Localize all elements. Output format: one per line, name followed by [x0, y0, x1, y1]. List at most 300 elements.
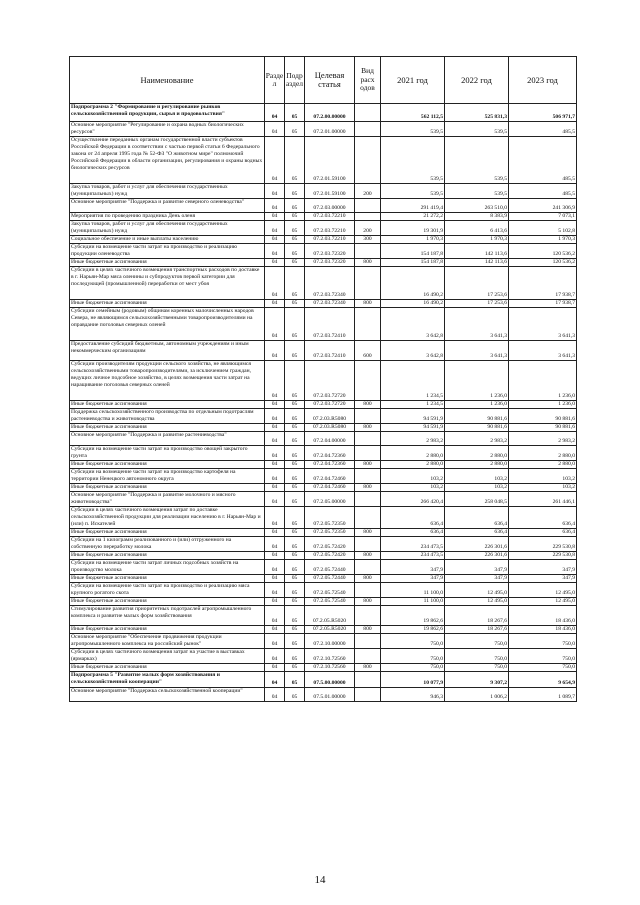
row-vid-cell — [355, 634, 381, 649]
row-article-cell: 07.2.03.72340 — [305, 267, 355, 300]
row-vid-cell — [355, 583, 381, 598]
table-row — [70, 361, 577, 401]
row-podrazdel-cell: 05 — [285, 469, 305, 484]
row-razdel-cell: 04 — [265, 244, 285, 259]
row-razdel-cell: 04 — [265, 341, 285, 361]
table-row — [70, 461, 577, 469]
row-2022-cell: 3 641,3 — [445, 341, 509, 361]
row-article-cell: 07.2.03.72410 — [305, 341, 355, 361]
row-podrazdel-cell: 05 — [285, 446, 305, 461]
header-2021: 2021 год — [381, 57, 445, 104]
row-podrazdel-cell: 05 — [285, 598, 305, 606]
row-vid-cell: 600 — [355, 341, 381, 361]
row-vid-cell — [355, 244, 381, 259]
row-article-cell: 07.5.01.00000 — [305, 688, 355, 702]
row-name-cell: Подпрограмма 2 "Формирование и регулирование рынков сельскохозяйственной продукции, сырья и продовольствия" — [70, 104, 265, 122]
row-podrazdel-cell: 05 — [285, 575, 305, 583]
row-2023-cell: 3 641,3 — [509, 308, 577, 341]
row-razdel-cell: 04 — [265, 492, 285, 507]
row-2023-cell: 103,2 — [509, 469, 577, 484]
table-row — [70, 492, 577, 507]
row-2021-cell: 750,0 — [381, 664, 445, 672]
row-2021-cell: 103,2 — [381, 469, 445, 484]
row-2022-cell: 750,0 — [445, 664, 509, 672]
row-podrazdel-cell: 05 — [285, 529, 305, 537]
row-podrazdel-cell: 05 — [285, 606, 305, 626]
row-razdel-cell: 04 — [265, 469, 285, 484]
row-2023-cell: 2 880,0 — [509, 446, 577, 461]
row-article-cell: 07.2.05.72350 — [305, 529, 355, 537]
row-vid-cell — [355, 446, 381, 461]
row-article-cell: 07.2.05.72540 — [305, 598, 355, 606]
row-2023-cell: 485,5 — [509, 137, 577, 184]
row-2023-cell: 636,4 — [509, 529, 577, 537]
table-row — [70, 300, 577, 308]
row-razdel-cell: 04 — [265, 199, 285, 213]
row-2023-cell: 120 536,2 — [509, 259, 577, 267]
row-article-cell: 07.2.03.72320 — [305, 259, 355, 267]
header-2023: 2023 год — [509, 57, 577, 104]
row-article-cell: 07.2.10.72560 — [305, 649, 355, 664]
row-razdel-cell: 04 — [265, 361, 285, 401]
table-row — [70, 236, 577, 244]
row-2022-cell: 142 113,6 — [445, 244, 509, 259]
row-podrazdel-cell: 05 — [285, 626, 305, 634]
row-name-cell: Основное мероприятие "Обеспечение продвижения продукции агропромышленного комплекса на российский рынок" — [70, 634, 265, 649]
row-vid-cell — [355, 672, 381, 688]
table-row — [70, 267, 577, 300]
table-row — [70, 432, 577, 446]
row-podrazdel-cell: 05 — [285, 484, 305, 492]
row-article-cell: 07.2.05.72440 — [305, 560, 355, 575]
row-2021-cell: 2 880,0 — [381, 446, 445, 461]
row-2021-cell: 16 490,2 — [381, 267, 445, 300]
row-name-cell: Иные бюджетные ассигнования — [70, 626, 265, 634]
row-article-cell: 07.2.01.00000 — [305, 122, 355, 137]
row-2021-cell: 2 880,0 — [381, 461, 445, 469]
row-2023-cell: 485,5 — [509, 122, 577, 137]
row-podrazdel-cell: 05 — [285, 244, 305, 259]
row-article-cell: 07.2.03.72320 — [305, 244, 355, 259]
row-2023-cell: 5 102,8 — [509, 221, 577, 236]
row-podrazdel-cell: 05 — [285, 649, 305, 664]
row-2022-cell: 103,2 — [445, 484, 509, 492]
row-razdel-cell: 04 — [265, 529, 285, 537]
row-2023-cell: 90 881,6 — [509, 424, 577, 432]
row-vid-cell — [355, 122, 381, 137]
header-vid: Вид расх одов — [355, 57, 381, 104]
row-podrazdel-cell: 05 — [285, 221, 305, 236]
row-podrazdel-cell: 05 — [285, 401, 305, 409]
table-row — [70, 598, 577, 606]
row-name-cell: Основное мероприятие "Поддержка сельскохозяйственной кооперации" — [70, 688, 265, 702]
row-name-cell: Иные бюджетные ассигнования — [70, 575, 265, 583]
row-razdel-cell: 04 — [265, 552, 285, 560]
row-name-cell: Осуществление переданных органам государственной власти субъектов Российской Федерации в соответствии с частью первой статьи 6 Федерального закона от 24 апреля 1995 года № 52-ФЗ "О животном мире" полномочий Российской Федерации в области организации, регулирования и охраны водных биологических ресурсов — [70, 137, 265, 184]
row-vid-cell: 800 — [355, 461, 381, 469]
row-2023-cell: 347,9 — [509, 560, 577, 575]
row-article-cell: 07.2.04.72360 — [305, 461, 355, 469]
row-2022-cell: 636,4 — [445, 507, 509, 529]
row-2022-cell: 6 413,6 — [445, 221, 509, 236]
row-2022-cell: 12 495,0 — [445, 598, 509, 606]
table-row — [70, 244, 577, 259]
row-2023-cell: 347,9 — [509, 575, 577, 583]
row-2021-cell: 11 100,0 — [381, 583, 445, 598]
row-razdel-cell: 04 — [265, 213, 285, 221]
row-podrazdel-cell: 05 — [285, 672, 305, 688]
table-row — [70, 634, 577, 649]
row-podrazdel-cell: 05 — [285, 688, 305, 702]
row-vid-cell — [355, 688, 381, 702]
row-2023-cell: 1 236,0 — [509, 361, 577, 401]
row-article-cell: 07.2.01.59100 — [305, 137, 355, 184]
row-name-cell: Поддержка сельскохозяйственного производства по отдельным подотраслям растениеводства и животноводства — [70, 409, 265, 424]
row-name-cell: Закупка товаров, работ и услуг для обеспечения государственных (муниципальных) нужд — [70, 221, 265, 236]
row-razdel-cell: 04 — [265, 122, 285, 137]
row-2023-cell: 1 970,3 — [509, 236, 577, 244]
table-row — [70, 606, 577, 626]
row-2022-cell: 1 236,0 — [445, 361, 509, 401]
row-2021-cell: 750,0 — [381, 649, 445, 664]
table-row — [70, 552, 577, 560]
row-2021-cell: 234 473,5 — [381, 537, 445, 552]
table-row — [70, 664, 577, 672]
row-2022-cell: 12 495,0 — [445, 583, 509, 598]
row-2021-cell: 19 301,9 — [381, 221, 445, 236]
row-2022-cell: 18 267,6 — [445, 606, 509, 626]
row-2023-cell: 17 938,7 — [509, 267, 577, 300]
row-vid-cell: 800 — [355, 424, 381, 432]
header-article: Целевая статья — [305, 57, 355, 104]
row-podrazdel-cell: 05 — [285, 236, 305, 244]
row-razdel-cell: 04 — [265, 664, 285, 672]
row-2022-cell: 258 048,5 — [445, 492, 509, 507]
row-name-cell: Субсидии в целях частичного возмещения затрат по доставке сельскохозяйственной продукции для реализации населению в г. Нарьян-Мар и (или) п. Искателей — [70, 507, 265, 529]
row-name-cell: Иные бюджетные ассигнования — [70, 529, 265, 537]
row-name-cell: Субсидии на возмещение части затрат личных подсобных хозяйств на производство молока — [70, 560, 265, 575]
row-2021-cell: 11 100,0 — [381, 598, 445, 606]
table-row — [70, 341, 577, 361]
budget-table — [69, 56, 577, 702]
row-podrazdel-cell: 05 — [285, 308, 305, 341]
row-razdel-cell: 04 — [265, 507, 285, 529]
table-row — [70, 137, 577, 184]
row-2021-cell: 94 591,9 — [381, 424, 445, 432]
row-name-cell: Закупка товаров, работ и услуг для обеспечения государственных (муниципальных) нужд — [70, 184, 265, 199]
row-razdel-cell: 04 — [265, 104, 285, 122]
row-2021-cell: 3 642,8 — [381, 308, 445, 341]
row-razdel-cell: 04 — [265, 583, 285, 598]
row-name-cell: Иные бюджетные ассигнования — [70, 552, 265, 560]
row-2021-cell: 539,5 — [381, 184, 445, 199]
table-row — [70, 122, 577, 137]
table-row — [70, 672, 577, 688]
row-article-cell: 07.2.03.72210 — [305, 221, 355, 236]
row-2021-cell: 10 077,9 — [381, 672, 445, 688]
row-article-cell: 07.2.04.72460 — [305, 469, 355, 484]
row-article-cell: 07.2.05.72440 — [305, 575, 355, 583]
row-podrazdel-cell: 05 — [285, 184, 305, 199]
row-article-cell: 07.2.03.72410 — [305, 308, 355, 341]
row-2023-cell: 485,5 — [509, 184, 577, 199]
row-podrazdel-cell: 05 — [285, 300, 305, 308]
row-podrazdel-cell: 05 — [285, 537, 305, 552]
row-2022-cell: 636,4 — [445, 529, 509, 537]
row-podrazdel-cell: 05 — [285, 560, 305, 575]
row-2021-cell: 750,0 — [381, 634, 445, 649]
row-name-cell: Иные бюджетные ассигнования — [70, 461, 265, 469]
row-name-cell: Субсидии на возмещение части затрат на производство овощей закрытого грунта — [70, 446, 265, 461]
row-vid-cell — [355, 432, 381, 446]
row-2022-cell: 17 253,6 — [445, 267, 509, 300]
row-2021-cell: 94 591,9 — [381, 409, 445, 424]
row-vid-cell — [355, 104, 381, 122]
row-name-cell: Стимулирование развития приоритетных подотраслей агропромышленного комплекса и развитие малых форм хозяйствования — [70, 606, 265, 626]
row-vid-cell — [355, 308, 381, 341]
row-2022-cell: 750,0 — [445, 634, 509, 649]
row-podrazdel-cell: 05 — [285, 664, 305, 672]
row-vid-cell — [355, 409, 381, 424]
row-2021-cell: 946,3 — [381, 688, 445, 702]
row-vid-cell: 800 — [355, 626, 381, 634]
row-2023-cell: 1 089,7 — [509, 688, 577, 702]
row-2021-cell: 21 272,2 — [381, 213, 445, 221]
row-razdel-cell: 04 — [265, 672, 285, 688]
row-2023-cell: 750,0 — [509, 649, 577, 664]
row-razdel-cell: 04 — [265, 606, 285, 626]
row-2022-cell: 1 970,3 — [445, 236, 509, 244]
row-2021-cell: 16 490,2 — [381, 300, 445, 308]
row-2022-cell: 18 267,6 — [445, 626, 509, 634]
row-2022-cell: 1 236,0 — [445, 401, 509, 409]
row-article-cell: 07.2.03.72210 — [305, 213, 355, 221]
row-2021-cell: 1 234,5 — [381, 361, 445, 401]
table-row — [70, 469, 577, 484]
row-article-cell: 07.2.05.00000 — [305, 492, 355, 507]
row-razdel-cell: 04 — [265, 267, 285, 300]
row-razdel-cell: 04 — [265, 560, 285, 575]
row-vid-cell: 800 — [355, 664, 381, 672]
row-2021-cell: 291 419,4 — [381, 199, 445, 213]
row-2022-cell: 347,9 — [445, 560, 509, 575]
row-2022-cell: 263 510,0 — [445, 199, 509, 213]
row-razdel-cell: 04 — [265, 634, 285, 649]
row-2021-cell: 266 420,4 — [381, 492, 445, 507]
table-row — [70, 104, 577, 122]
row-vid-cell — [355, 537, 381, 552]
row-article-cell: 07.2.03.00000 — [305, 199, 355, 213]
row-razdel-cell: 04 — [265, 236, 285, 244]
header-2022: 2022 год — [445, 57, 509, 104]
table-row — [70, 484, 577, 492]
header-podrazdel: Подр аздел — [285, 57, 305, 104]
row-razdel-cell: 04 — [265, 537, 285, 552]
row-podrazdel-cell: 05 — [285, 409, 305, 424]
table-row — [70, 507, 577, 529]
row-vid-cell: 800 — [355, 529, 381, 537]
row-article-cell: 07.2.03.R5080 — [305, 409, 355, 424]
table-row — [70, 213, 577, 221]
row-article-cell: 07.2.03.72340 — [305, 300, 355, 308]
row-article-cell: 07.2.05.R5020 — [305, 626, 355, 634]
row-razdel-cell: 04 — [265, 432, 285, 446]
row-2022-cell: 3 641,3 — [445, 308, 509, 341]
row-podrazdel-cell: 05 — [285, 259, 305, 267]
row-vid-cell — [355, 492, 381, 507]
row-article-cell: 07.2.04.72460 — [305, 484, 355, 492]
row-article-cell: 07.2.05.72540 — [305, 583, 355, 598]
row-razdel-cell: 04 — [265, 461, 285, 469]
table-header-row — [70, 57, 577, 104]
row-vid-cell: 800 — [355, 575, 381, 583]
table-body — [70, 104, 577, 702]
row-razdel-cell: 04 — [265, 308, 285, 341]
row-article-cell: 07.5.00.00000 — [305, 672, 355, 688]
row-2023-cell: 9 654,9 — [509, 672, 577, 688]
table-row — [70, 184, 577, 199]
row-vid-cell: 800 — [355, 401, 381, 409]
row-2021-cell: 347,9 — [381, 575, 445, 583]
row-2023-cell: 241 306,9 — [509, 199, 577, 213]
row-2021-cell: 154 187,8 — [381, 244, 445, 259]
page-number: 14 — [314, 874, 326, 886]
row-article-cell: 07.2.00.00000 — [305, 104, 355, 122]
row-name-cell: Иные бюджетные ассигнования — [70, 598, 265, 606]
row-name-cell: Иные бюджетные ассигнования — [70, 664, 265, 672]
table-row — [70, 401, 577, 409]
row-2023-cell: 2 880,0 — [509, 461, 577, 469]
row-name-cell: Основное мероприятие "Поддержка и развитие северного оленеводства" — [70, 199, 265, 213]
row-2023-cell: 12 495,0 — [509, 598, 577, 606]
row-podrazdel-cell: 05 — [285, 432, 305, 446]
table-row — [70, 529, 577, 537]
row-podrazdel-cell: 05 — [285, 492, 305, 507]
row-podrazdel-cell: 05 — [285, 122, 305, 137]
row-2021-cell: 1 234,5 — [381, 401, 445, 409]
table-row — [70, 446, 577, 461]
row-podrazdel-cell: 05 — [285, 137, 305, 184]
row-podrazdel-cell: 05 — [285, 361, 305, 401]
row-vid-cell: 200 — [355, 184, 381, 199]
row-2022-cell: 90 881,6 — [445, 424, 509, 432]
row-name-cell: Субсидии в целях частичного возмещения транспортных расходов по доставке в г. Нарьян-Мар мяса оленины и субпродуктов первой категории для последующей (промышленной) переработки от мест убоя — [70, 267, 265, 300]
row-article-cell: 07.2.05.R5020 — [305, 606, 355, 626]
row-podrazdel-cell: 05 — [285, 583, 305, 598]
row-vid-cell: 800 — [355, 300, 381, 308]
row-razdel-cell: 04 — [265, 221, 285, 236]
row-name-cell: Иные бюджетные ассигнования — [70, 259, 265, 267]
row-razdel-cell: 04 — [265, 484, 285, 492]
row-vid-cell — [355, 649, 381, 664]
row-article-cell: 07.2.03.72720 — [305, 361, 355, 401]
row-podrazdel-cell: 05 — [285, 267, 305, 300]
row-2023-cell: 18 436,0 — [509, 606, 577, 626]
row-razdel-cell: 04 — [265, 598, 285, 606]
table-row — [70, 409, 577, 424]
row-2023-cell: 90 881,6 — [509, 409, 577, 424]
row-name-cell: Иные бюджетные ассигнования — [70, 300, 265, 308]
row-name-cell: Иные бюджетные ассигнования — [70, 424, 265, 432]
row-podrazdel-cell: 05 — [285, 507, 305, 529]
row-article-cell: 07.2.03.R5080 — [305, 424, 355, 432]
row-name-cell: Основное мероприятие "Поддержка и развитие растениеводства" — [70, 432, 265, 446]
row-vid-cell — [355, 137, 381, 184]
row-vid-cell: 200 — [355, 221, 381, 236]
row-2023-cell: 18 436,0 — [509, 626, 577, 634]
table-row — [70, 688, 577, 702]
row-article-cell: 07.2.05.72420 — [305, 552, 355, 560]
row-article-cell: 07.2.03.72210 — [305, 236, 355, 244]
row-2023-cell: 12 495,0 — [509, 583, 577, 598]
row-2021-cell: 19 862,6 — [381, 626, 445, 634]
row-razdel-cell: 04 — [265, 649, 285, 664]
row-2023-cell: 103,2 — [509, 484, 577, 492]
row-article-cell: 07.2.10.72560 — [305, 664, 355, 672]
row-name-cell: Мероприятия по проведению праздника День оленя — [70, 213, 265, 221]
row-name-cell: Основное мероприятие "Поддержка и развитие молочного и мясного животноводства" — [70, 492, 265, 507]
row-name-cell: Субсидии производителям продукции сельского хозяйства, не являющимся сельскохозяйственными товаропроизводителями, за исключением граждан, ведущих личное подсобное хозяйство, в целях возмещения части затрат на наращивание поголовья северных оленей — [70, 361, 265, 401]
row-razdel-cell: 04 — [265, 300, 285, 308]
row-2021-cell: 2 983,2 — [381, 432, 445, 446]
row-2021-cell: 347,9 — [381, 560, 445, 575]
row-name-cell: Субсидии на 1 килограмм реализованного и (или) отгруженного на собственную переработку молока — [70, 537, 265, 552]
row-vid-cell: 800 — [355, 552, 381, 560]
row-2023-cell: 3 641,3 — [509, 341, 577, 361]
row-name-cell: Иные бюджетные ассигнования — [70, 401, 265, 409]
row-podrazdel-cell: 05 — [285, 213, 305, 221]
row-name-cell: Иные бюджетные ассигнования — [70, 484, 265, 492]
row-podrazdel-cell: 05 — [285, 341, 305, 361]
table-row — [70, 575, 577, 583]
row-2023-cell: 7 073,1 — [509, 213, 577, 221]
row-vid-cell: 800 — [355, 484, 381, 492]
row-vid-cell — [355, 560, 381, 575]
row-2022-cell: 539,5 — [445, 184, 509, 199]
row-2022-cell: 103,2 — [445, 469, 509, 484]
row-name-cell: Предоставление субсидий бюджетным, автономным учреждениям и иным некоммерческим организациям — [70, 341, 265, 361]
row-vid-cell: 800 — [355, 598, 381, 606]
row-2022-cell: 2 880,0 — [445, 446, 509, 461]
row-2022-cell: 1 006,2 — [445, 688, 509, 702]
row-2023-cell: 1 236,0 — [509, 401, 577, 409]
table-row — [70, 583, 577, 598]
row-2023-cell: 506 971,7 — [509, 104, 577, 122]
row-2022-cell: 226 301,6 — [445, 537, 509, 552]
row-2021-cell: 103,2 — [381, 484, 445, 492]
row-razdel-cell: 04 — [265, 424, 285, 432]
row-name-cell: Субсидии на возмещение части затрат на производство картофеля на территории Ненецкого автономного округа — [70, 469, 265, 484]
row-article-cell: 07.2.04.72360 — [305, 446, 355, 461]
row-2021-cell: 1 970,3 — [381, 236, 445, 244]
row-name-cell: Основное мероприятие "Регулирование и охрана водных биологических ресурсов" — [70, 122, 265, 137]
row-razdel-cell: 04 — [265, 259, 285, 267]
row-razdel-cell: 04 — [265, 409, 285, 424]
row-name-cell: Субсидии на возмещение части затрат на производство и реализацию мяса крупного рогатого скота — [70, 583, 265, 598]
row-vid-cell — [355, 267, 381, 300]
row-razdel-cell: 04 — [265, 401, 285, 409]
row-podrazdel-cell: 05 — [285, 552, 305, 560]
row-podrazdel-cell: 05 — [285, 104, 305, 122]
row-podrazdel-cell: 05 — [285, 634, 305, 649]
row-2021-cell: 234 473,5 — [381, 552, 445, 560]
table-row — [70, 308, 577, 341]
row-razdel-cell: 04 — [265, 575, 285, 583]
row-2022-cell: 2 983,2 — [445, 432, 509, 446]
row-name-cell: Субсидии на возмещение части затрат на производство и реализацию продукции оленеводства — [70, 244, 265, 259]
row-vid-cell — [355, 361, 381, 401]
row-2022-cell: 9 307,2 — [445, 672, 509, 688]
